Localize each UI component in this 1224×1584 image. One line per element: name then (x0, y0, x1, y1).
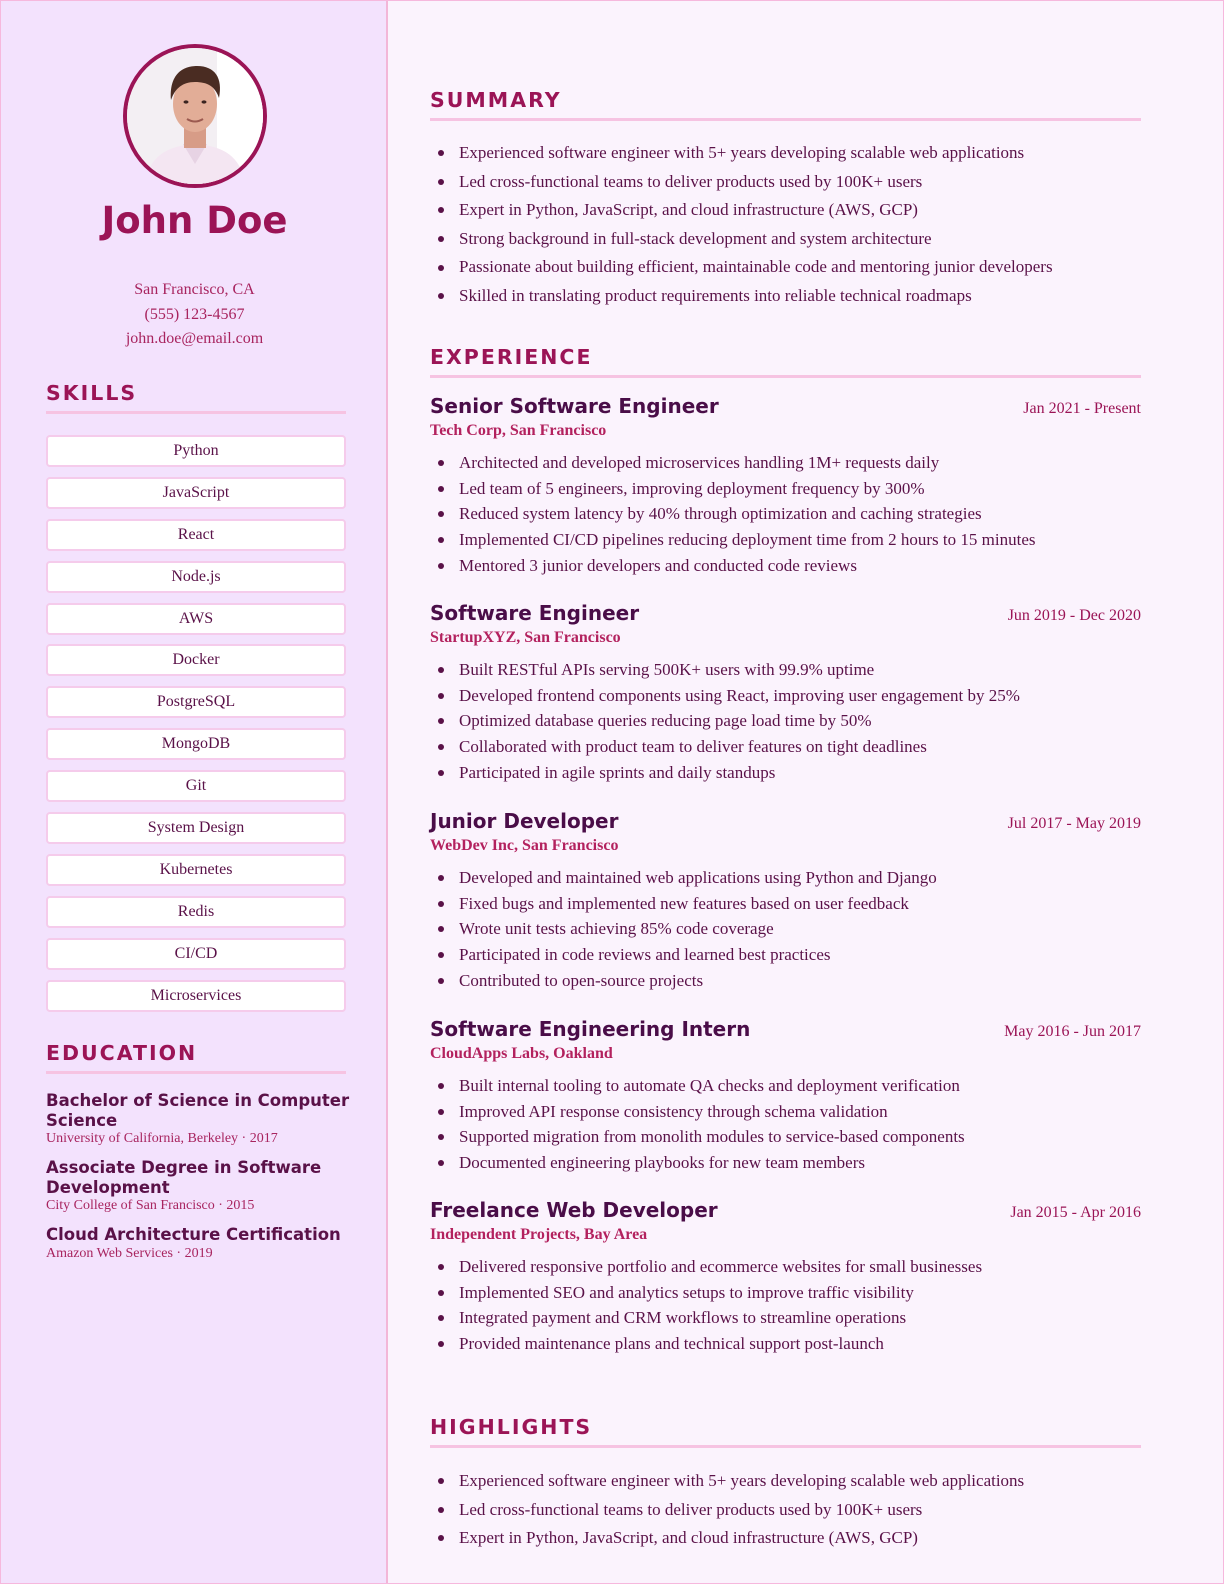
email-link[interactable]: john.doe@email.com (125, 330, 264, 347)
skill-tag: Node.js (46, 561, 346, 593)
job-bullet: Supported migration from monolith modules to service-based components (430, 1124, 1141, 1150)
job-dates: Jul 2017 - May 2019 (1007, 815, 1141, 832)
skill-tag: CI/CD (46, 938, 346, 970)
job-bullet: Architected and developed microservices handling 1M+ requests daily (430, 450, 1141, 476)
job-bullet: Built internal tooling to automate QA checks and deployment verification (430, 1073, 1141, 1099)
job-bullets (430, 450, 1141, 579)
job-bullet: Participated in code reviews and learned best practices (430, 942, 1141, 968)
skill-tag: Docker (46, 644, 346, 676)
job-bullet: Developed frontend components using React, improving user engagement by 25% (430, 683, 1141, 709)
job-dates: Jun 2019 - Dec 2020 (1007, 607, 1141, 624)
job-bullets (430, 1254, 1141, 1357)
skill-tag: Git (46, 770, 346, 802)
job-bullet: Documented engineering playbooks for new team members (430, 1150, 1141, 1176)
summary-list (430, 139, 1141, 311)
degree-title: Associate Degree in Software Development (46, 1158, 322, 1197)
education-list (46, 1091, 356, 1273)
job-title: Software Engineering Intern (430, 1017, 751, 1041)
job-entry (430, 394, 1141, 579)
job-bullet: Integrated payment and CRM workflows to streamline operations (430, 1305, 1141, 1331)
job-dates: May 2016 - Jun 2017 (1004, 1023, 1141, 1040)
job-title: Software Engineer (430, 601, 640, 625)
skill-tag: Microservices (46, 980, 346, 1012)
job-bullets (430, 657, 1141, 786)
summary-item: Led cross-functional teams to deliver products used by 100K+ users (430, 168, 1141, 197)
job-bullet: Delivered responsive portfolio and ecommerce websites for small businesses (430, 1254, 1141, 1280)
job-bullet: Optimized database queries reducing page load time by 50% (430, 708, 1141, 734)
school-name: Amazon Web Services · 2019 (46, 1245, 213, 1261)
job-entry (430, 1017, 1141, 1176)
summary-item: Strong background in full-stack development and system architecture (430, 225, 1141, 254)
job-company: CloudApps Labs, Oakland (430, 1045, 613, 1062)
experience-heading: EXPERIENCE (430, 345, 1141, 378)
job-bullet: Provided maintenance plans and technical support post-launch (430, 1331, 1141, 1357)
job-company: Tech Corp, San Francisco (430, 422, 607, 439)
degree-title: Cloud Architecture Certification (46, 1225, 341, 1244)
skill-tag: Python (46, 435, 346, 467)
job-bullets (430, 1073, 1141, 1176)
education-item (46, 1225, 356, 1263)
skill-tag: System Design (46, 812, 346, 844)
summary-item: Experienced software engineer with 5+ years developing scalable web applications (430, 139, 1141, 168)
job-bullet: Built RESTful APIs serving 500K+ users with 99.9% uptime (430, 657, 1141, 683)
job-entry (430, 1198, 1141, 1357)
job-bullet: Implemented CI/CD pipelines reducing deployment time from 2 hours to 15 minutes (430, 527, 1141, 553)
degree-title: Bachelor of Science in Computer Science (46, 1091, 350, 1130)
summary-item: Skilled in translating product requirements into reliable technical roadmaps (430, 282, 1141, 311)
job-bullet: Participated in agile sprints and daily standups (430, 760, 1141, 786)
main-content (388, 1, 1223, 1583)
avatar (123, 44, 267, 188)
phone-text: (555) 123-4567 (144, 305, 245, 323)
job-bullet: Led team of 5 engineers, improving deployment frequency by 300% (430, 476, 1141, 502)
candidate-name: John Doe (101, 199, 288, 242)
job-dates: Jan 2021 - Present (1023, 400, 1141, 417)
school-name: City College of San Francisco · 2015 (46, 1198, 255, 1213)
job-bullet: Developed and maintained web applications using Python and Django (430, 865, 1141, 891)
skill-tag: AWS (46, 603, 346, 635)
highlight-item: Led cross-functional teams to deliver products used by 100K+ users (430, 1496, 1141, 1525)
job-bullets (430, 865, 1141, 994)
education-item (46, 1091, 356, 1148)
job-entry (430, 601, 1141, 786)
highlight-item: Expert in Python, JavaScript, and cloud infrastructure (AWS, GCP) (430, 1524, 1141, 1553)
skill-tag: MongoDB (46, 728, 346, 760)
job-bullet: Collaborated with product team to deliver features on tight deadlines (430, 734, 1141, 760)
skills-heading: SKILLS (46, 381, 346, 414)
skill-tag: Kubernetes (46, 854, 346, 886)
highlight-item: Experienced software engineer with 5+ years developing scalable web applications (430, 1467, 1141, 1496)
job-bullet: Improved API response consistency through schema validation (430, 1099, 1141, 1125)
education-item (46, 1158, 356, 1215)
education-heading: EDUCATION (46, 1041, 346, 1074)
summary-item: Expert in Python, JavaScript, and cloud infrastructure (AWS, GCP) (430, 196, 1141, 225)
summary-heading: SUMMARY (430, 88, 1141, 121)
job-bullet: Fixed bugs and implemented new features based on user feedback (430, 891, 1141, 917)
job-entry (430, 809, 1141, 994)
highlights-heading: HIGHLIGHTS (430, 1415, 1141, 1448)
job-company: Independent Projects, Bay Area (430, 1226, 648, 1243)
skill-tag: PostgreSQL (46, 686, 346, 718)
location-text: San Francisco, CA (134, 281, 255, 298)
profile-photo (127, 48, 263, 184)
job-dates: Jan 2015 - Apr 2016 (1010, 1204, 1141, 1221)
summary-item: Passionate about building efficient, maintainable code and mentoring junior developers (430, 253, 1141, 282)
sidebar (1, 1, 388, 1583)
skill-tag: Redis (46, 896, 346, 928)
skills-list (46, 435, 346, 1021)
contact-info (1, 278, 388, 352)
job-bullet: Mentored 3 junior developers and conducted code reviews (430, 553, 1141, 579)
job-company: StartupXYZ, San Francisco (430, 629, 621, 646)
job-title: Junior Developer (430, 809, 619, 833)
skill-tag: React (46, 519, 346, 551)
school-name: University of California, Berkeley · 2017 (46, 1131, 278, 1146)
job-title: Freelance Web Developer (430, 1198, 718, 1222)
job-company: WebDev Inc, San Francisco (430, 837, 619, 854)
job-bullet: Wrote unit tests achieving 85% code coverage (430, 916, 1141, 942)
job-bullet: Implemented SEO and analytics setups to improve traffic visibility (430, 1280, 1141, 1306)
job-title: Senior Software Engineer (430, 394, 719, 418)
skill-tag: JavaScript (46, 477, 346, 509)
job-bullet: Contributed to open-source projects (430, 968, 1141, 994)
highlights-list (430, 1467, 1141, 1553)
job-bullet: Reduced system latency by 40% through optimization and caching strategies (430, 501, 1141, 527)
